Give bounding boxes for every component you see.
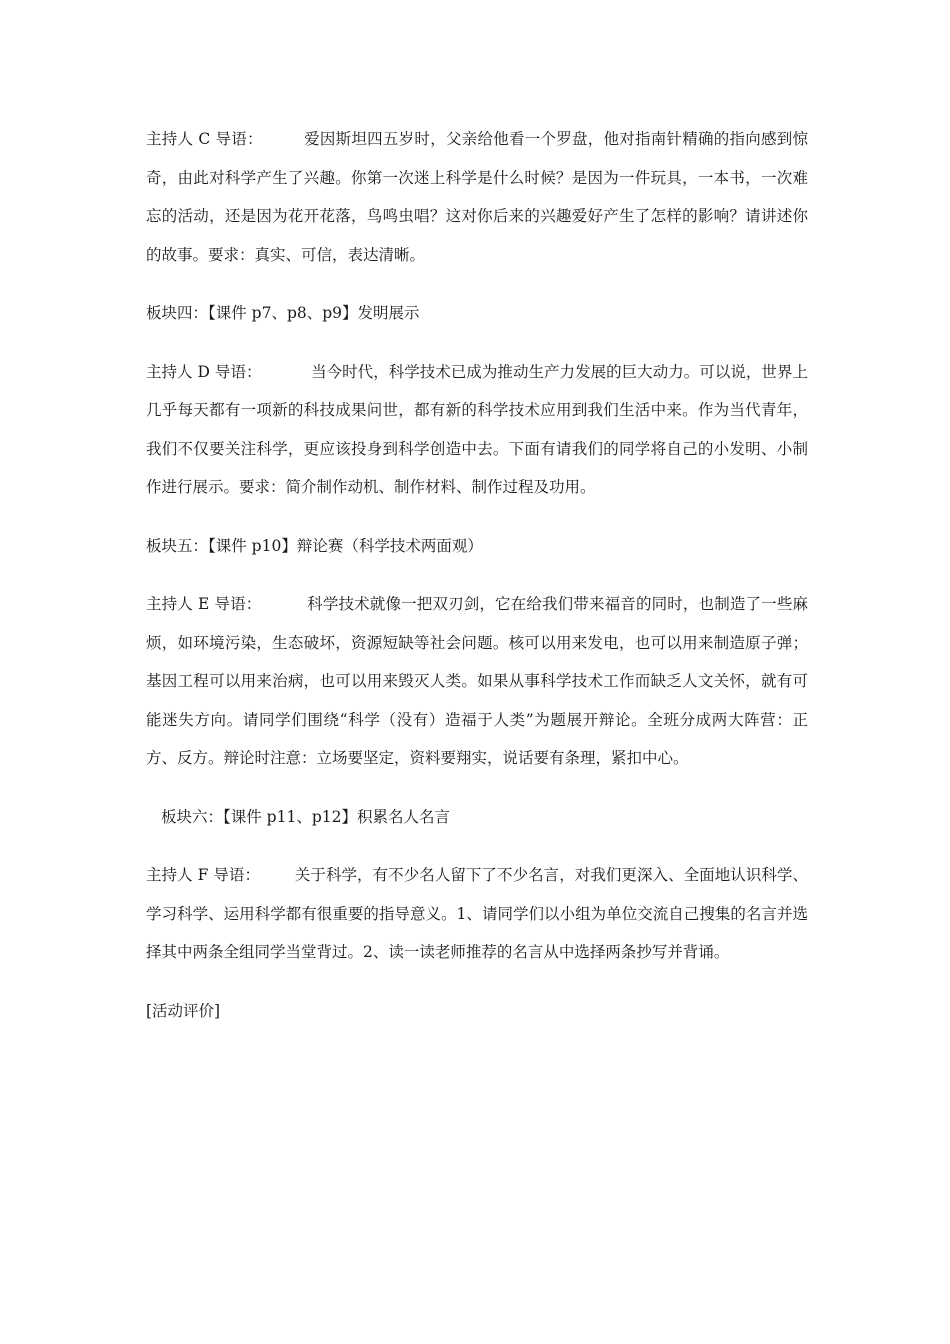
host-f-intro <box>146 856 808 972</box>
evaluation-heading: [活动评价] <box>146 1001 221 1020</box>
host-f-text: 关于科学，有不少名人留下了不少名言，对我们更深入、全面地认识科学、学习科学、运用科学都有很重要的指导意义。1、请同学们以小组为单位交流自己搜集的名言并选择其中两条全组同学当堂背过。2、读一读老师推荐的名言从中选择两条抄写并背诵。 <box>146 866 808 961</box>
host-c-label: 主持人 C 导语： <box>146 130 263 148</box>
host-d-spacer <box>262 363 312 381</box>
host-c-spacer <box>263 130 304 148</box>
host-d-label: 主持人 D 导语： <box>146 362 262 381</box>
block6-heading: 板块六：【课件 p11、p12】积累名人名言 <box>161 807 450 826</box>
host-e-intro <box>146 585 808 778</box>
host-f-spacer <box>260 866 295 884</box>
host-e-label: 主持人 E 导语： <box>146 595 262 613</box>
document-body <box>146 120 808 1030</box>
host-e-text: 科学技术就像一把双刃剑，它在给我们带来福音的同时，也制造了一些麻烦，如环境污染，生态破坏，资源短缺等社会问题。核可以用来发电，也可以用来制造原子弹；基因工程可以用来治病，也可以用来毁灭人类。如果从事科学技术工作而缺乏人文关怀，就有可能迷失方向。请同学们围绕“科学（没有）造福于人类”为题展开辩论。全班分成两大阵营：正方、反方。辩论时注意：立场要坚定，资料要翔实，说话要有条理，紧扣中心。 <box>146 595 808 767</box>
host-e-spacer <box>261 595 307 613</box>
host-c-text: 爱因斯坦四五岁时，父亲给他看一个罗盘，他对指南针精确的指向感到惊奇，由此对科学产生了兴趣。你第一次迷上科学是什么时候？是因为一件玩具，一本书，一次难忘的活动，还是因为花开花落，鸟鸣虫唱？这对你后来的兴趣爱好产生了怎样的影响？请讲述你的故事。要求：真实、可信，表达清晰。 <box>146 130 808 264</box>
host-c-intro <box>146 120 808 274</box>
host-d-text: 当今时代，科学技术已成为推动生产力发展的巨大动力。可以说，世界上几乎每天都有一项新的科技成果问世，都有新的科学技术应用到我们生活中来。作为当代青年，我们不仅要关注科学，更应该投身到科学创造中去。下面有请我们的同学将自己的小发明、小制作进行展示。要求：简介制作动机、制作材料、制作过程及功用。 <box>146 362 808 496</box>
host-d-intro <box>146 353 808 507</box>
host-f-label: 主持人 F 导语： <box>146 866 261 884</box>
block4-heading: 板块四：【课件 p7、p8、p9】发明展示 <box>146 304 420 322</box>
block5-heading: 板块五：【课件 p10】辩论赛（科学技术两面观） <box>146 536 483 555</box>
